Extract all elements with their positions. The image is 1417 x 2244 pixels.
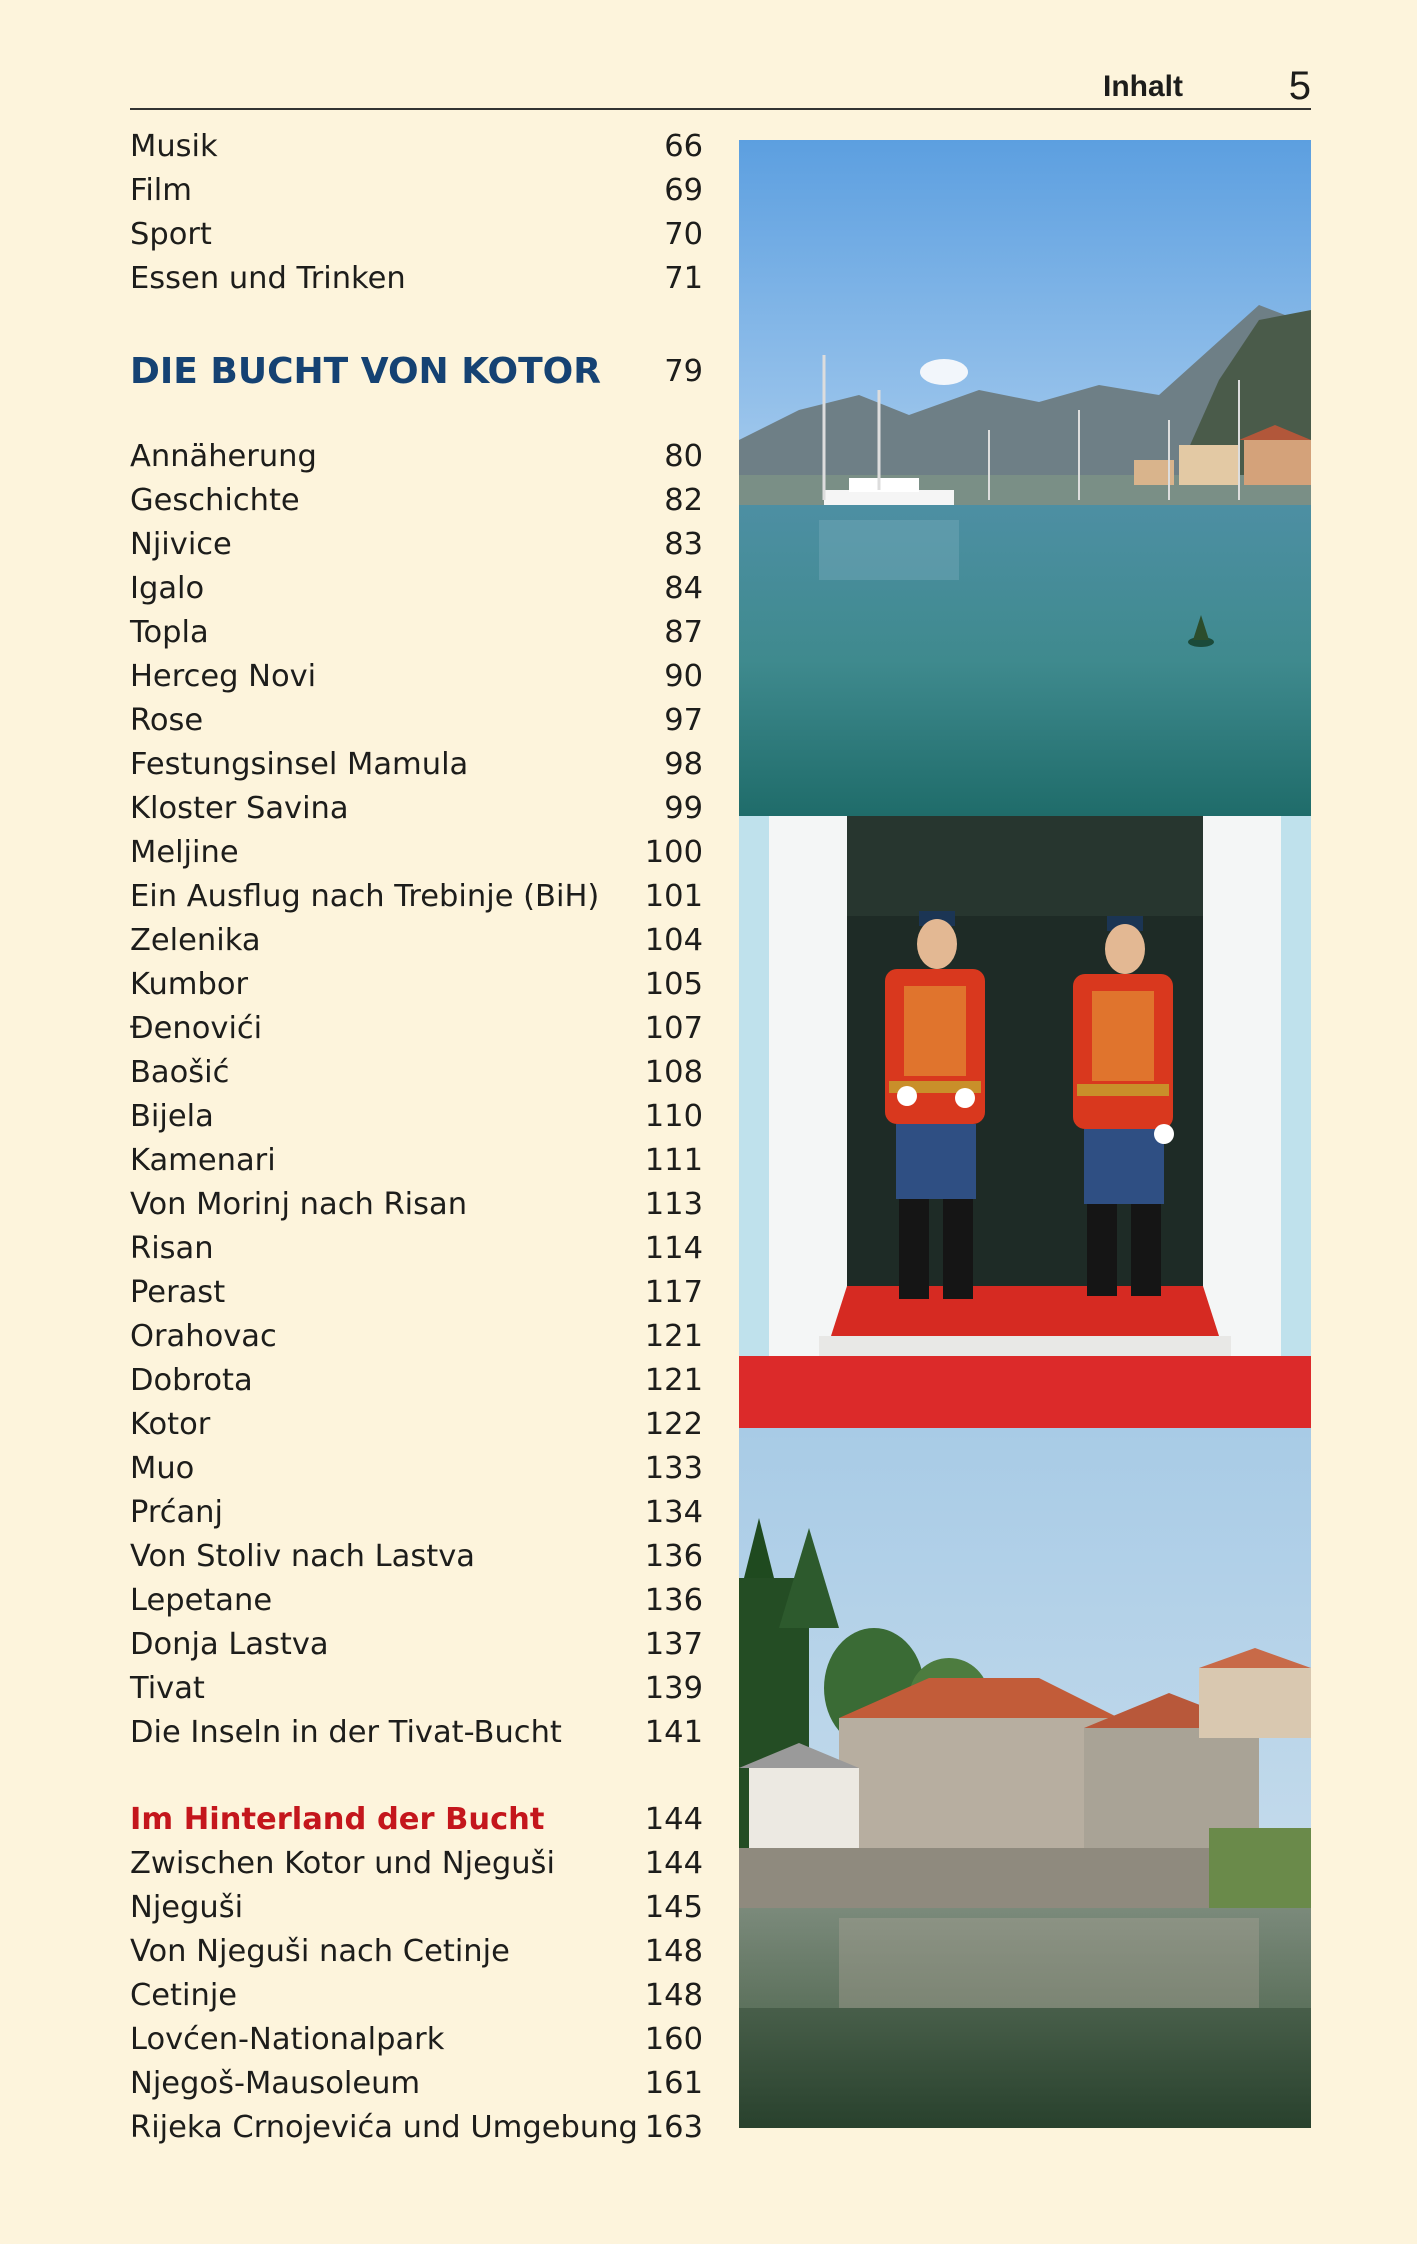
- toc-entry: [130, 831, 703, 875]
- toc-entry: [130, 1579, 703, 1623]
- toc-entry-title: Festungsinsel Mamula: [130, 747, 469, 782]
- toc-entry-page: 145: [644, 1890, 703, 1925]
- toc-entry-page: 70: [664, 217, 703, 252]
- toc-entry-title: Đenovići: [130, 1011, 263, 1046]
- toc-entry-title: Njeguši: [130, 1890, 244, 1925]
- toc-entry: [130, 1051, 703, 1095]
- toc-entry: [130, 169, 703, 213]
- toc-entry-page: 97: [664, 703, 703, 738]
- toc-entry-page: 110: [644, 1099, 703, 1134]
- toc-entry-page: 144: [644, 1802, 703, 1837]
- toc-entry: [130, 1315, 703, 1359]
- toc-chapter-heading: [130, 350, 703, 394]
- toc-entry: [130, 611, 703, 655]
- toc-entry: [130, 743, 703, 787]
- toc-entry-title: Baošić: [130, 1055, 230, 1090]
- toc-entry: [130, 213, 703, 257]
- toc-entry-title: Njivice: [130, 527, 232, 562]
- toc-entry-title: Kotor: [130, 1407, 211, 1442]
- toc-entry-title: Kloster Savina: [130, 791, 349, 826]
- toc-entry-title: Ein Ausflug nach Trebinje (BiH): [130, 879, 600, 914]
- toc-entry: [130, 699, 703, 743]
- toc-subsection-heading: [130, 1798, 703, 1842]
- toc-entry: [130, 125, 703, 169]
- toc-entry-page: 141: [644, 1715, 703, 1750]
- toc-entry-title: Njegoš-Mausoleum: [130, 2066, 421, 2101]
- toc-entry-title: Topla: [130, 615, 209, 650]
- toc-entry-title: Kumbor: [130, 967, 249, 1002]
- toc-entry: [130, 1711, 703, 1755]
- toc-entry: [130, 2106, 703, 2150]
- toc-entry-page: 139: [644, 1671, 703, 1706]
- toc-entry-title: Risan: [130, 1231, 214, 1266]
- page-number: 5: [1288, 64, 1311, 108]
- toc-entry-title: Bijela: [130, 1099, 214, 1134]
- toc-entry: [130, 1491, 703, 1535]
- toc-entry-page: 136: [644, 1539, 703, 1574]
- toc-entry-page: 134: [644, 1495, 703, 1530]
- toc-entry-page: 133: [644, 1451, 703, 1486]
- toc-entry: [130, 1623, 703, 1667]
- toc-entry: [130, 787, 703, 831]
- toc-entry-page: 104: [644, 923, 703, 958]
- toc-entry-page: 90: [664, 659, 703, 694]
- toc-entry: [130, 1271, 703, 1315]
- toc-entry: [130, 1183, 703, 1227]
- toc-entry: [130, 1535, 703, 1579]
- toc-entry-title: Rose: [130, 703, 204, 738]
- toc-entry: [130, 1007, 703, 1051]
- toc-entry-title: Lovćen-Nationalpark: [130, 2022, 445, 2057]
- toc-entry: [130, 523, 703, 567]
- toc-entry: [130, 1667, 703, 1711]
- toc-entry-title: Zwischen Kotor und Njeguši: [130, 1846, 555, 1881]
- toc-entry-page: 111: [644, 1143, 703, 1178]
- toc-entry-title: Im Hinterland der Bucht: [130, 1802, 545, 1837]
- toc-entry-page: 137: [644, 1627, 703, 1662]
- toc-entry: [130, 655, 703, 699]
- toc-entry-page: 100: [644, 835, 703, 870]
- toc-entry-page: 161: [644, 2066, 703, 2101]
- toc-entry: [130, 1227, 703, 1271]
- toc-entry-title: Annäherung: [130, 439, 317, 474]
- toc-entry: [130, 435, 703, 479]
- toc-entry-title: Orahovac: [130, 1319, 277, 1354]
- toc-entry-page: 163: [644, 2110, 703, 2145]
- toc-entry-page: 69: [664, 173, 703, 208]
- toc-entry-title: Von Stoliv nach Lastva: [130, 1539, 475, 1574]
- toc-entry-page: 113: [644, 1187, 703, 1222]
- toc-entry: [130, 2062, 703, 2106]
- toc-entry-page: 105: [644, 967, 703, 1002]
- toc-entry-page: 144: [644, 1846, 703, 1881]
- toc-entry: [130, 1359, 703, 1403]
- toc-entry-page: 82: [664, 483, 703, 518]
- toc-entry-page: 83: [664, 527, 703, 562]
- toc-entry-title: Prćanj: [130, 1495, 223, 1530]
- toc-entry-title: Perast: [130, 1275, 226, 1310]
- toc-entry-page: 108: [644, 1055, 703, 1090]
- toc-entry-page: 98: [664, 747, 703, 782]
- toc-entry-page: 87: [664, 615, 703, 650]
- toc-entry-title: Tivat: [130, 1671, 205, 1706]
- toc-entry: [130, 1930, 703, 1974]
- toc-entry: [130, 919, 703, 963]
- toc-entry: [130, 1842, 703, 1886]
- toc-entry: [130, 1974, 703, 2018]
- toc-entry-page: 148: [644, 1978, 703, 2013]
- toc-entry: [130, 1403, 703, 1447]
- toc-entry-title: Lepetane: [130, 1583, 273, 1618]
- toc-entry-title: Musik: [130, 129, 218, 164]
- toc-entry-page: 99: [664, 791, 703, 826]
- toc-entry-page: 66: [664, 129, 703, 164]
- toc-entry-title: Meljine: [130, 835, 239, 870]
- toc-entry-title: Zelenika: [130, 923, 261, 958]
- toc-entry: [130, 875, 703, 919]
- toc-entry-page: 122: [644, 1407, 703, 1442]
- toc-entry-page: 160: [644, 2022, 703, 2057]
- section-label: Inhalt: [1103, 70, 1183, 103]
- toc-entry: [130, 1447, 703, 1491]
- photo-honor-guards: [739, 816, 1311, 1428]
- toc-entry-page: 148: [644, 1934, 703, 1969]
- toc-entry: [130, 479, 703, 523]
- toc-entry-page: 114: [644, 1231, 703, 1266]
- toc-entry-page: 71: [664, 261, 703, 296]
- toc-entry-page: 136: [644, 1583, 703, 1618]
- toc-entry-page: 121: [644, 1363, 703, 1398]
- toc-entry-page: 121: [644, 1319, 703, 1354]
- photo-marina: [739, 140, 1311, 816]
- toc-entry-title: Geschichte: [130, 483, 300, 518]
- toc-entry-title: Cetinje: [130, 1978, 238, 2013]
- toc-entry-title: Film: [130, 173, 192, 208]
- toc-entry: [130, 1886, 703, 1930]
- toc-entry: [130, 963, 703, 1007]
- toc-entry-page: 117: [644, 1275, 703, 1310]
- toc-entry-title: Die Inseln in der Tivat-Bucht: [130, 1715, 562, 1750]
- toc-entry-page: 80: [664, 439, 703, 474]
- toc-entry-page: 84: [664, 571, 703, 606]
- photo-stone-houses: [739, 1428, 1311, 2128]
- toc-entry: [130, 1095, 703, 1139]
- toc-entry-title: Igalo: [130, 571, 205, 606]
- toc-entry: [130, 257, 703, 301]
- toc-entry: [130, 2018, 703, 2062]
- toc-entry-title: Essen und Trinken: [130, 261, 406, 296]
- toc-entry-title: Sport: [130, 217, 212, 252]
- toc-entry-title: DIE BUCHT VON KOTOR: [130, 351, 601, 392]
- toc-entry-title: Muo: [130, 1451, 195, 1486]
- running-head: [130, 66, 1311, 110]
- toc-entry-title: Dobrota: [130, 1363, 253, 1398]
- toc-entry-title: Rijeka Crnojevića und Umgebung: [130, 2110, 638, 2145]
- toc-entry: [130, 1139, 703, 1183]
- toc-entry-title: Donja Lastva: [130, 1627, 329, 1662]
- toc-entry-title: Kamenari: [130, 1143, 276, 1178]
- toc-entry-title: Von Njeguši nach Cetinje: [130, 1934, 510, 1969]
- toc-entry-page: 101: [644, 879, 703, 914]
- toc-entry-title: Von Morinj nach Risan: [130, 1187, 468, 1222]
- toc-entry-page: 79: [664, 354, 703, 389]
- toc-entry-page: 107: [644, 1011, 703, 1046]
- toc-entry-title: Herceg Novi: [130, 659, 317, 694]
- toc-entry: [130, 567, 703, 611]
